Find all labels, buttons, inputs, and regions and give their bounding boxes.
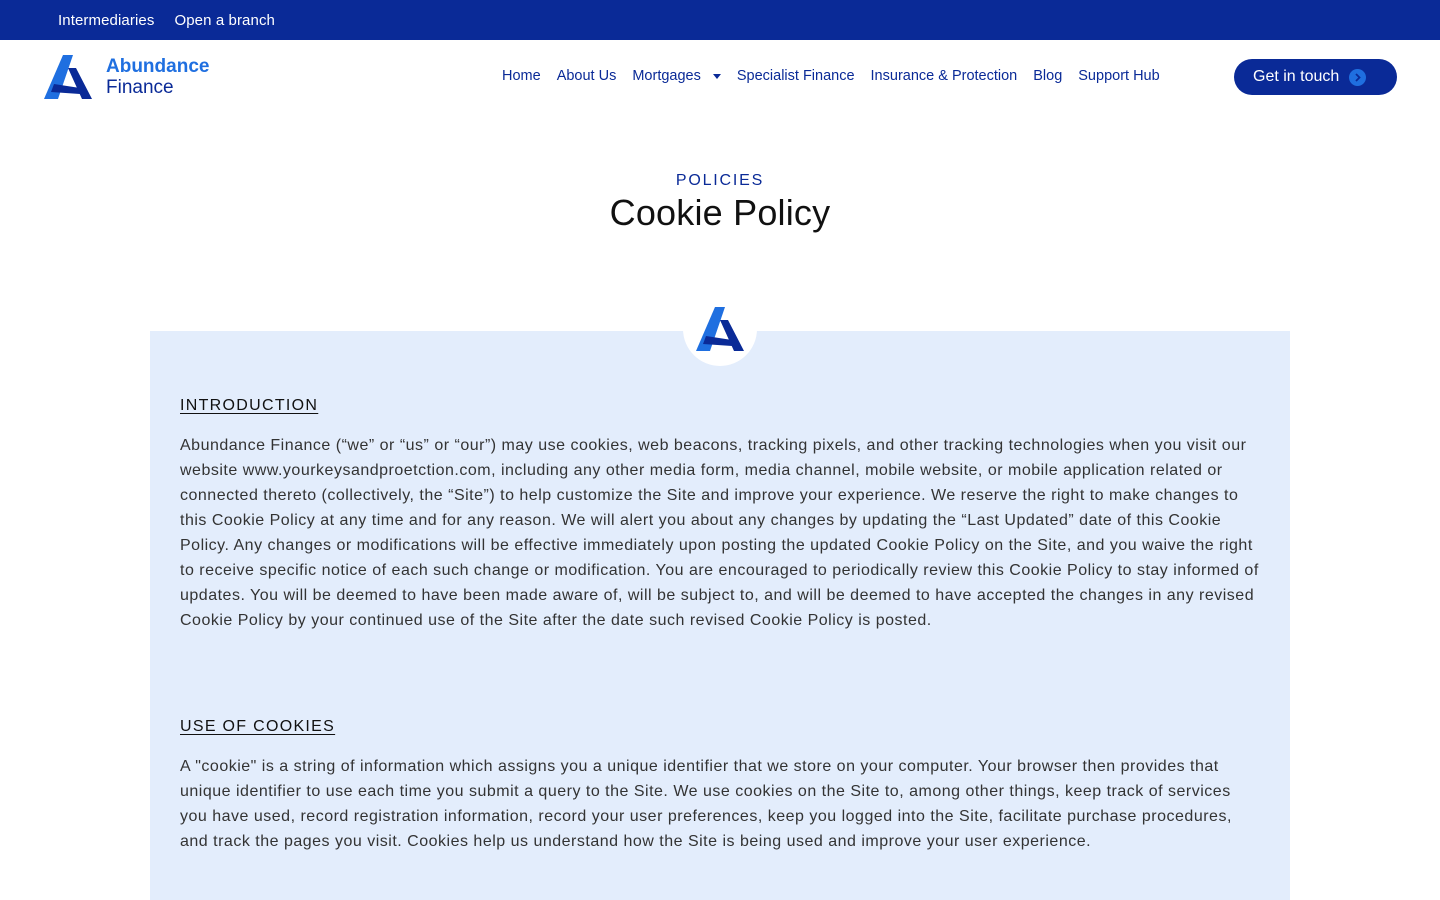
get-in-touch-button[interactable] [1234,59,1397,95]
logo-badge [683,292,757,366]
section-body: Abundance Finance (“we” or “us” or “our”) may use cookies, web beacons, tracking pixels, and other tracking technologies when you visit our website www.yourkeysandproetction.com, including any other media form, media channel, mobile website, or mobile application related or connected thereto (collectively, the “Site”) to help customize the Site and improve your experience. We reserve the right to make changes to this Cookie Policy at any time and for any reason. We will alert you about any changes by updating the “Last Updated” date of this Cookie Policy. Any changes or modifications will be effective immediately upon posting the updated Cookie Policy on the Site, and you waive the right to receive specific notice of each such change or modification. You are encouraged to periodically review this Cookie Policy to stay informed of updates. You will be deemed to have been made aware of, will be subject to, and will be deemed to have accepted the changes in any revised Cookie Policy by your continued use of the Site after the date such revised Cookie Policy is posted. [180,437,1259,629]
caret-down-icon [713,74,721,79]
chevron-right-circle-icon [1349,69,1366,86]
site-logo[interactable] [44,55,209,99]
logo-name: Abundance [106,56,210,77]
section-heading: INTRODUCTION [180,397,319,414]
section-use-of-cookies [180,718,1260,854]
logo-subtitle: Finance [106,77,174,98]
nav-about-us[interactable]: About Us [556,68,617,84]
nav-specialist-finance[interactable]: Specialist Finance [736,68,855,84]
get-in-touch-label: Get in touch [1253,68,1340,85]
nav-insurance-protection[interactable]: Insurance & Protection [870,68,1018,84]
abundance-a-logo-icon [696,307,744,351]
nav-support-hub[interactable]: Support Hub [1078,68,1160,84]
nav-home[interactable]: Home [502,68,541,84]
nav-mortgages[interactable] [632,68,721,84]
open-branch-link[interactable]: Open a branch [174,11,275,29]
section-heading: USE OF COOKIES [180,718,336,735]
section-body: A "cookie" is a string of information which assigns you a unique identifier that we store on your computer. Your browser then provides that unique identifier to use each time you submit a query to the Site. We use cookies on the Site to, among other things, keep track of services you have used, record registration information, record your user preferences, keep you logged into the Site, facilitate purchase procedures, and track the pages you visit. Cookies help us understand how the Site is being used and improve your user experience. [180,758,1232,850]
utility-bar [0,0,1440,40]
nav-blog[interactable]: Blog [1033,68,1063,84]
policy-content-panel [150,331,1290,900]
section-introduction [180,397,1260,633]
page-title: Cookie Policy [609,192,831,233]
page-eyebrow: POLICIES [675,172,765,189]
main-nav [502,68,1176,84]
intermediaries-link[interactable]: Intermediaries [58,11,155,29]
page-hero [0,172,1440,234]
site-header [0,40,1440,116]
nav-mortgages-label: Mortgages [632,68,701,84]
abundance-a-logo-icon [44,55,92,99]
